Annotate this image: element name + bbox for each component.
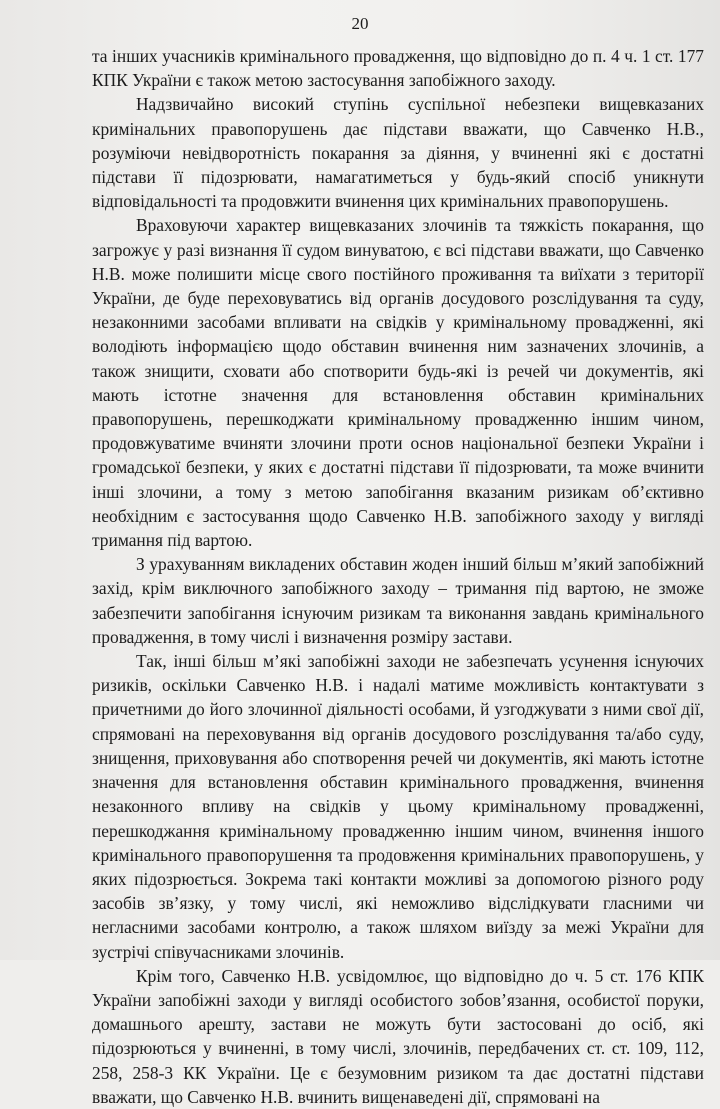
page-number: 20 bbox=[351, 14, 369, 33]
paragraph-other-measures: Так, інші більш м’які запобіжні заходи не забезпечать усунення існуючих ризиків, оскільки Савченко Н.В. і надалі матиме можливість контактувати з причетними до його злочинної діяльності особами, й узгоджувати з ними свої дії, спрямовані на переховування від органів досудового розслідування та/або суду, знищення, приховування або спотворення речей чи документів, які мають істотне значення для встановлення обставин кримінального провадження, вчинення незаконного впливу на свідків у цьому кримінальному провадженні, перешкоджання кримінальному провадженню іншим чином, вчинення іншого кримінального правопорушення та продовження кримінальних правопорушень, у яких підозрюється. Зокрема такі контакти можливі за допомогою різного роду засобів зв’язку, у тому числі, які неможливо відслідкувати гласними чи негласними засобами контролю, а також шляхом виїзду за межі України для зустрічі співучасниками злочинів. bbox=[92, 651, 704, 962]
paragraph-detention-only: З урахуванням викладених обставин жоден інший більш м’який запобіжний захід, крім виключного запобіжного заходу – тримання під вартою, не зможе забезпечити запобігання існуючим ризикам та виконання завдань кримінального провадження, в тому числі і визначення розміру застави. bbox=[92, 554, 704, 647]
paragraph-legal-basis: Крім того, Савченко Н.В. усвідомлює, що відповідно до ч. 5 ст. 176 КПК України запобіжні заходи у вигляді особистого зобов’язання, особистої поруки, домашнього арешту, застави не можуть бути застосовані до осіб, які підозрюються у вчиненні, в тому числі, злочинів, передбачених ст. ст. 109, 112, 258, 258-3 КК України. Це є безумовним ризиком та дає достатні підстави вважати, що Савченко Н.В. вчинить вищенаведені дії, спрямовані на bbox=[92, 965, 704, 1107]
paragraph-continuation: та інших учасників кримінального провадження, що відповідно до п. 4 ч. 1 ст. 177 КПК України є також метою застосування запобіжного заходу. bbox=[92, 46, 704, 91]
document-body bbox=[92, 44, 704, 1109]
paragraph-risks: Враховуючи характер вищевказаних злочинів та тяжкість покарання, що загрожує у разі визнання її судом винуватою, є всі підстави вважати, що Савченко Н.В. може полишити місце свого постійного проживання та виїхати з території України, де буде переховуватись від органів досудового розслідування та суду, незаконними засобами впливати на свідків у кримінальному провадженні, які володіють інформацією щодо обставин вчинення ним зазначених злочинів, а також знищити, сховати або спотворити будь-які із речей чи документів, які мають істотне значення для встановлення обставин кримінальних правопорушень, перешкоджати кримінальному провадженню іншим чином, продовжуватиме вчиняти злочини проти основ національної безпеки України і громадської безпеки, у яких є достатні підстави її підозрювати, та може вчинити інші злочини, а тому з метою запобігання вказаним ризикам об’єктивно необхідним є застосування щодо Савченко Н.В. запобіжного заходу у вигляді тримання під вартою. bbox=[92, 215, 704, 551]
paragraph-danger-assessment: Надзвичайно високий ступінь суспільної небезпеки вищевказаних кримінальних правопорушень дає підстави вважати, що Савченко Н.В., розуміючи невідворотність покарання за діяння, у вчиненні які є достатні підстави її підозрювати, намагатиметься у будь-який спосіб уникнути відповідальності та продовжити вчинення цих кримінальних правопорушень. bbox=[92, 94, 704, 212]
